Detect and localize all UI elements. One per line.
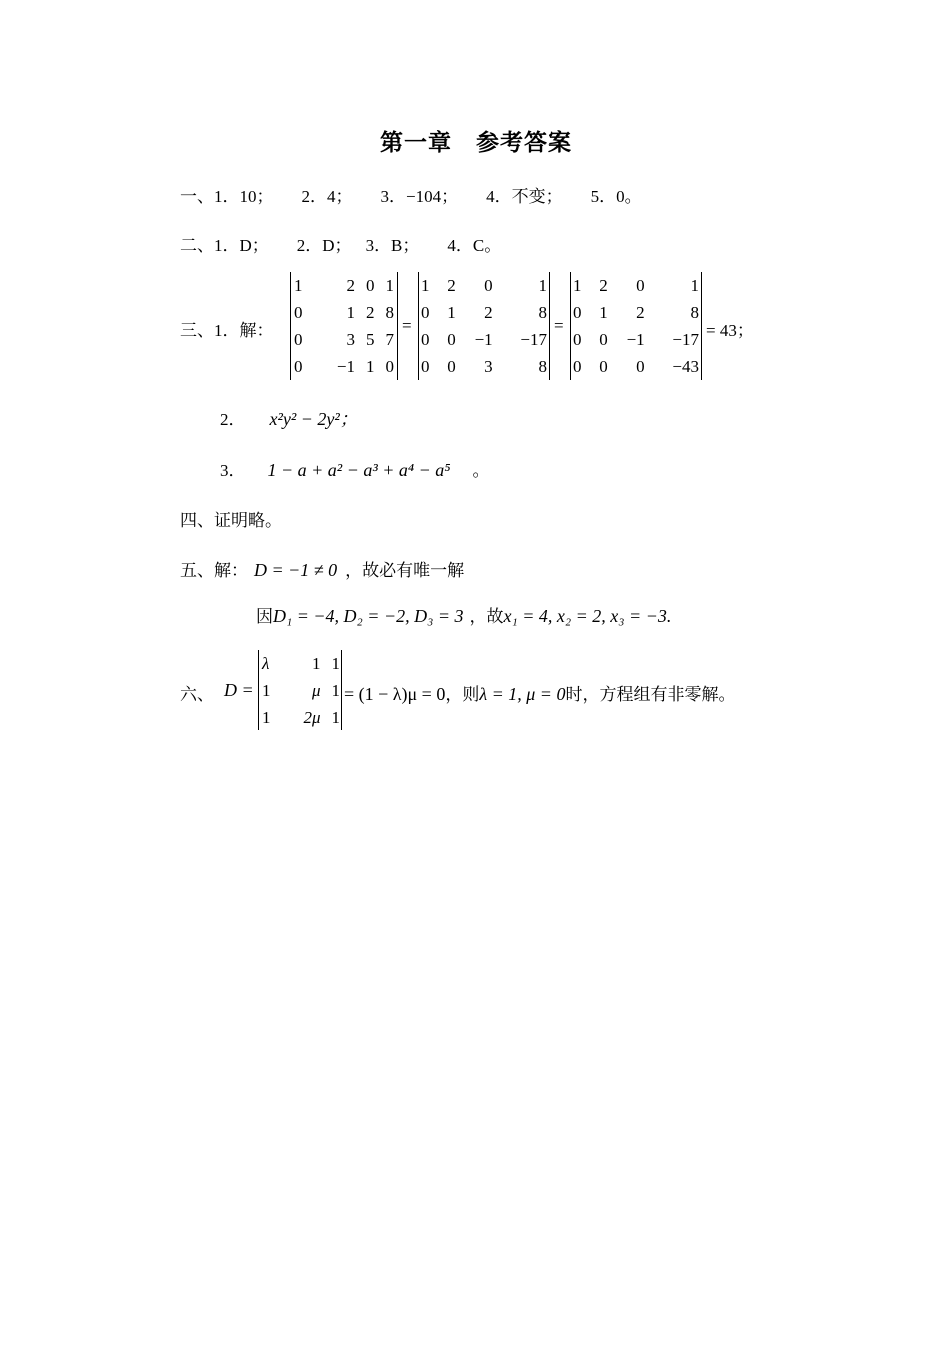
answer-2-2: 2．D；: [296, 236, 352, 255]
question-3-2: [220, 405, 358, 431]
answer-1-4: 4．不变；: [486, 187, 563, 206]
section-5-tail: ，故必有唯一解: [345, 561, 465, 580]
answer-1-5: 5．0。: [590, 187, 642, 206]
section-6-result: [344, 680, 735, 705]
answer-1-2: 2．4；: [301, 187, 353, 206]
x-values: x₁ = 4, x₂ = 2, x₃ = −3.: [503, 606, 672, 626]
section-2-label: 二、: [180, 236, 214, 255]
section-5-line-1: [180, 556, 464, 581]
result-43: = 43；: [706, 321, 754, 340]
determinant-6: λ 1 1 1 μ 1 1 2μ 1: [258, 650, 342, 730]
equals-1: =: [402, 316, 412, 335]
determinant-1: 1 2 0 1 0 1 2 8 0 3 5 7 0 −1 1 0: [290, 272, 398, 380]
q3-end: 。: [472, 461, 490, 480]
section-5-label: 五、解：: [180, 561, 248, 580]
question-3-3: [220, 456, 490, 481]
page-title: 第一章 参考答案: [380, 130, 572, 156]
answer-2-3: 3．B；: [365, 236, 420, 255]
answer-2-4: 4．C。: [447, 236, 502, 255]
q2-expression: x²y² − 2y²；: [269, 409, 358, 429]
answer-1-3: 3．−104；: [380, 187, 459, 206]
section-6-tail-2: 时，方程组有非零解。: [565, 685, 736, 704]
q2-label: 2．: [220, 410, 246, 429]
section-1: [180, 182, 642, 207]
q3-expression: 1 − a + a² − a³ + a⁴ − a⁵: [267, 460, 451, 480]
section-4: 四、证明略。: [180, 511, 282, 530]
result-expression: = (1 − λ)μ = 0: [344, 684, 446, 704]
section-5-line-2: [256, 602, 671, 627]
answer-1-1: 1．10；: [214, 187, 274, 206]
determinant-3: 1 2 0 1 0 1 2 8 0 0 −1 −17 0 0 0 −43: [570, 272, 702, 380]
line2-mid: ，故: [469, 607, 504, 626]
q3-label: 3．: [220, 461, 246, 480]
section-6-d: D =: [224, 680, 254, 700]
equals-2: =: [554, 316, 564, 335]
d-expression: D = −1 ≠ 0: [254, 560, 338, 580]
determinant-2: 1 2 0 1 0 1 2 8 0 0 −1 −17 0 0 3 8: [418, 272, 550, 380]
section-2: [180, 231, 501, 256]
section-6-tail-1: ，则: [445, 685, 480, 704]
answer-2-1: 1．D；: [214, 236, 269, 255]
section-3-label: 三、1．解：: [180, 321, 274, 340]
section-6-label: 六、: [180, 685, 214, 704]
section-1-label: 一、: [180, 187, 214, 206]
condition: λ = 1, μ = 0: [479, 684, 566, 704]
line2-prefix: 因: [256, 607, 273, 626]
d-values: D₁ = −4, D₂ = −2, D₃ = 3: [273, 606, 464, 626]
